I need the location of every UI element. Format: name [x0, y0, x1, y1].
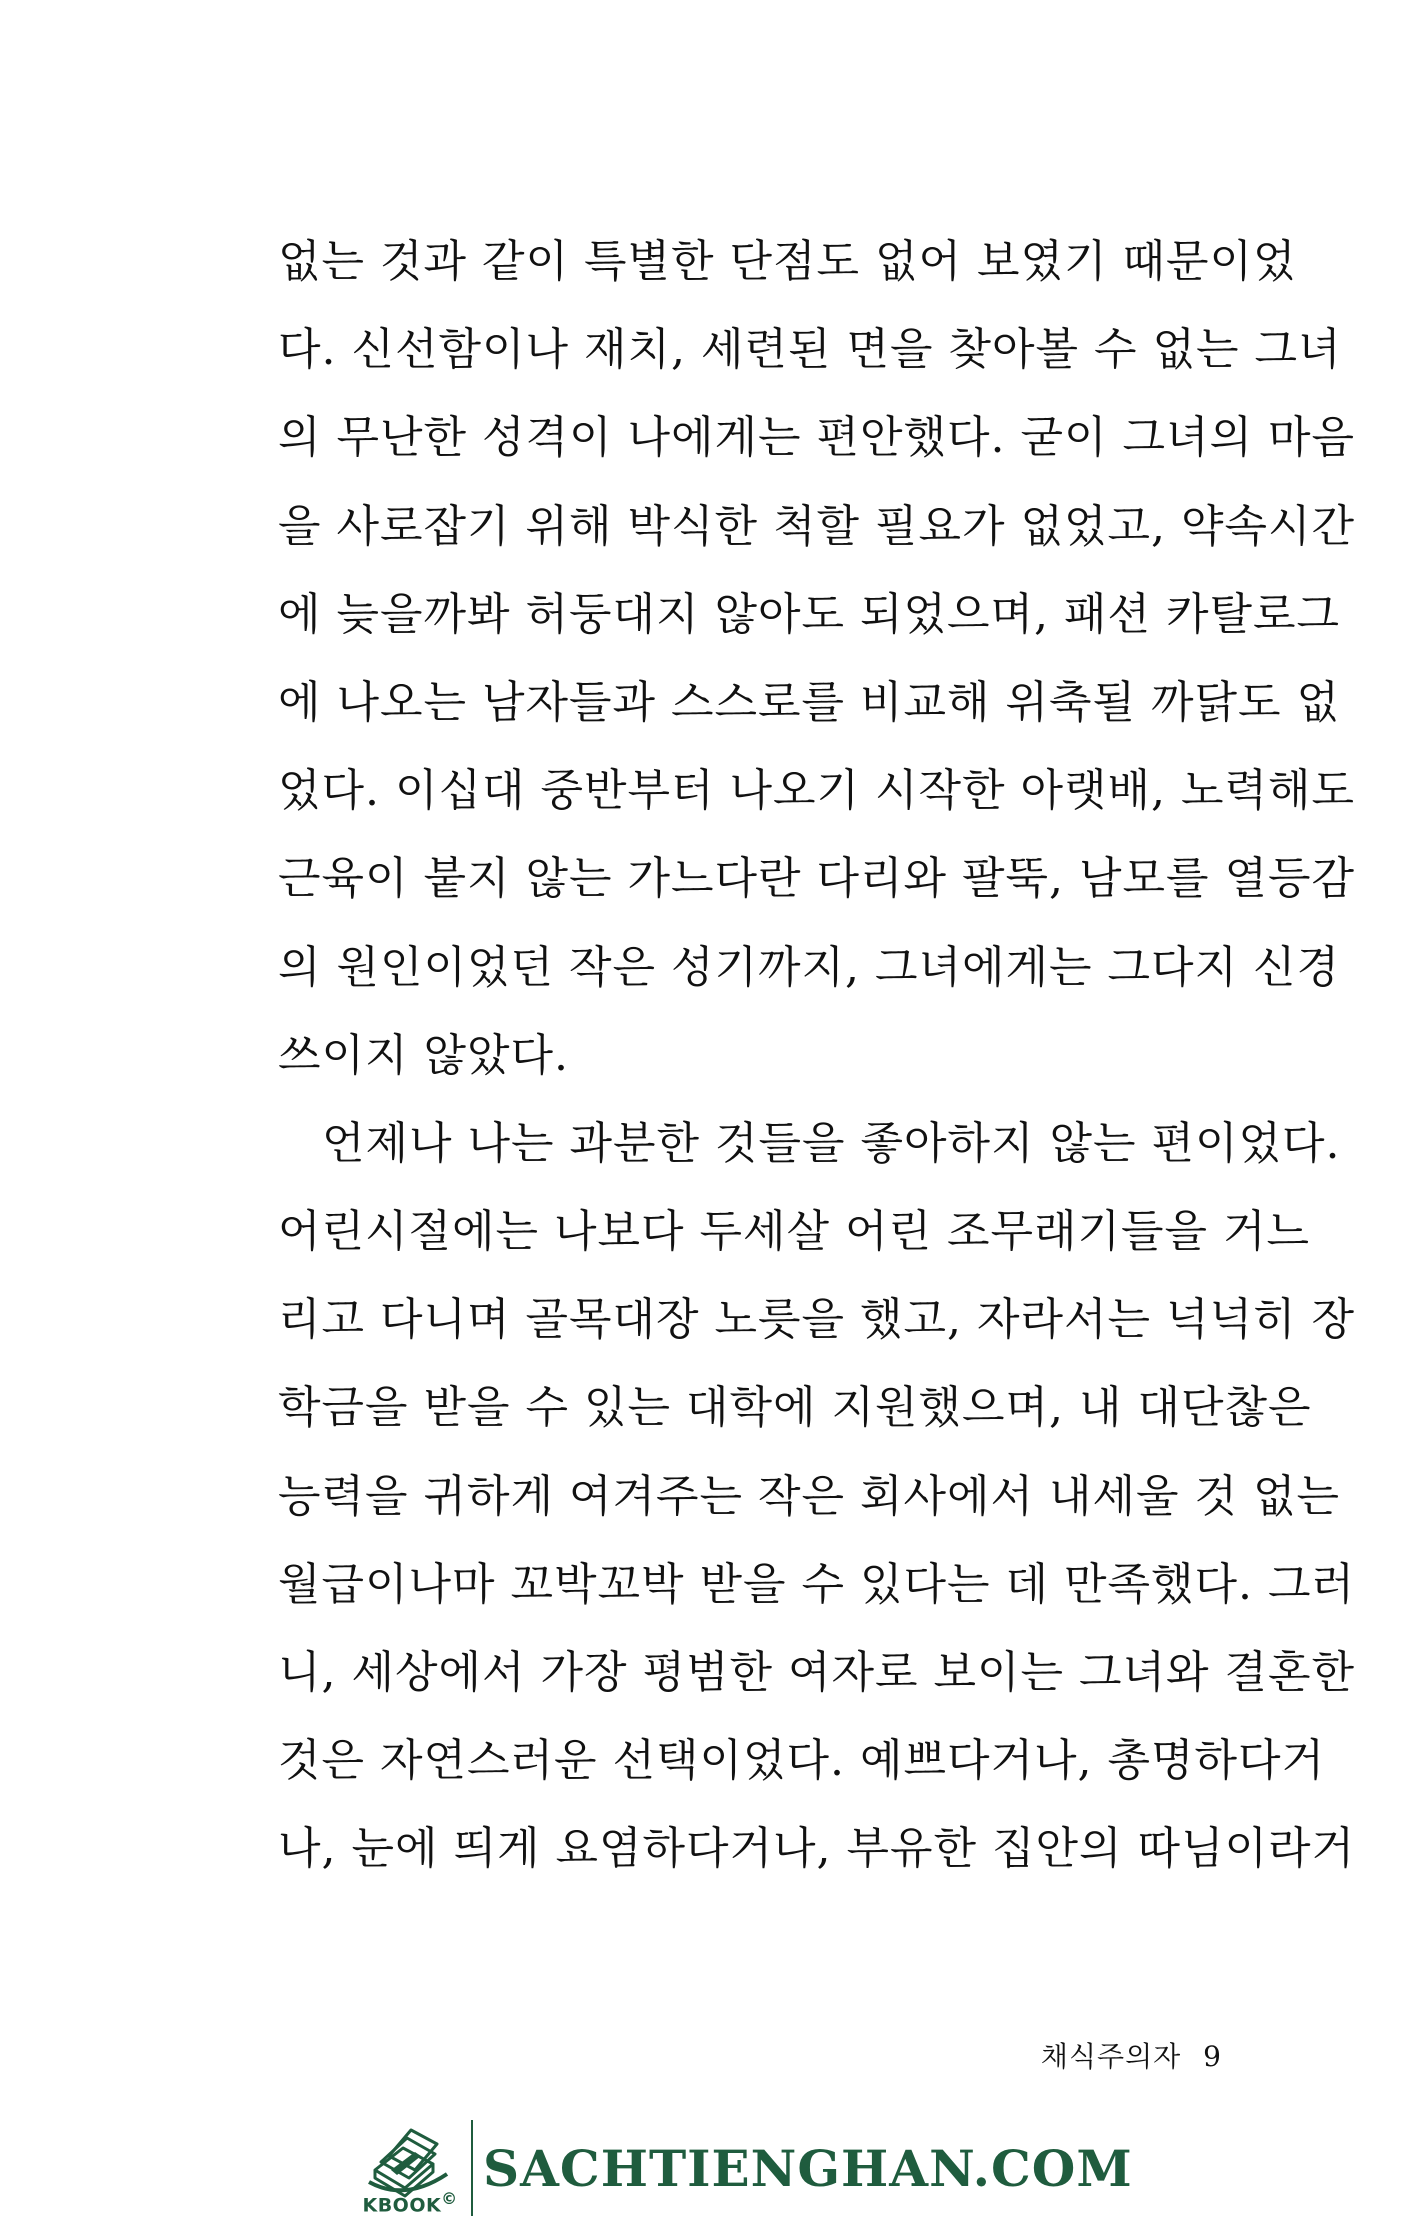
text-line: 을 사로잡기 위해 박식한 척할 필요가 없었고, 약속시간 [278, 500, 1355, 552]
text-line: 었다. 이십대 중반부터 나오기 시작한 아랫배, 노력해도 [278, 765, 1355, 817]
body-text [278, 218, 1355, 1894]
copyright-mark: © [441, 2188, 458, 2208]
logo-divider [471, 2120, 473, 2216]
text-line: 능력을 귀하게 여겨주는 작은 회사에서 내세울 것 없는 [278, 1470, 1340, 1522]
text-line: 다. 신선함이나 재치, 세련된 면을 찾아볼 수 없는 그녀 [278, 324, 1342, 376]
logo-text: KBOOK© [362, 2188, 458, 2216]
page-footer [1041, 2035, 1222, 2075]
kbook-logo [355, 2118, 465, 2218]
text-line: 없는 것과 같이 특별한 단점도 없어 보였기 때문이었 [278, 236, 1297, 287]
text-line: 어린시절에는 나보다 두세살 어린 조무래기들을 거느 [278, 1206, 1311, 1258]
text-line: 에 나오는 남자들과 스스로를 비교해 위축될 까닭도 없 [278, 676, 1340, 728]
text-line: 니, 세상에서 가장 평범한 여자로 보이는 그녀와 결혼한 [278, 1647, 1355, 1698]
text-line: 학금을 받을 수 있는 대학에 지원했으며, 내 대단찮은 [278, 1382, 1312, 1434]
text-line: 나, 눈에 띄게 요염하다거나, 부유한 집안의 따님이라거 [278, 1823, 1355, 1875]
text-line: 것은 자연스러운 선택이었다. 예쁘다거나, 총명하다거 [278, 1735, 1326, 1787]
text-line: 리고 다니며 골목대장 노릇을 했고, 자라서는 넉넉히 장 [278, 1294, 1355, 1346]
page-number: 9 [1203, 2040, 1222, 2073]
text-line: 의 무난한 성격이 나에게는 편안했다. 굳이 그녀의 마음 [278, 412, 1355, 464]
text-line: 에 늦을까봐 허둥대지 않아도 되었으며, 패션 카탈로그 [278, 588, 1340, 640]
text-line: 언제나 나는 과분한 것들을 좋아하지 않는 편이었다. [322, 1117, 1341, 1169]
text-line: 월급이나마 꼬박꼬박 받을 수 있다는 데 만족했다. 그러 [278, 1558, 1355, 1610]
running-title: 채식주의자 [1040, 2040, 1182, 2073]
site-name: SACHTIENGHAN.COM [483, 2138, 1133, 2198]
text-line: 의 원인이었던 작은 성기까지, 그녀에게는 그다지 신경 [278, 941, 1340, 993]
text-line: 근육이 붙지 않는 가느다란 다리와 팔뚝, 남모를 열등감 [278, 853, 1355, 905]
watermark [355, 2118, 1133, 2218]
text-line: 쓰이지 않았다. [278, 1029, 569, 1081]
